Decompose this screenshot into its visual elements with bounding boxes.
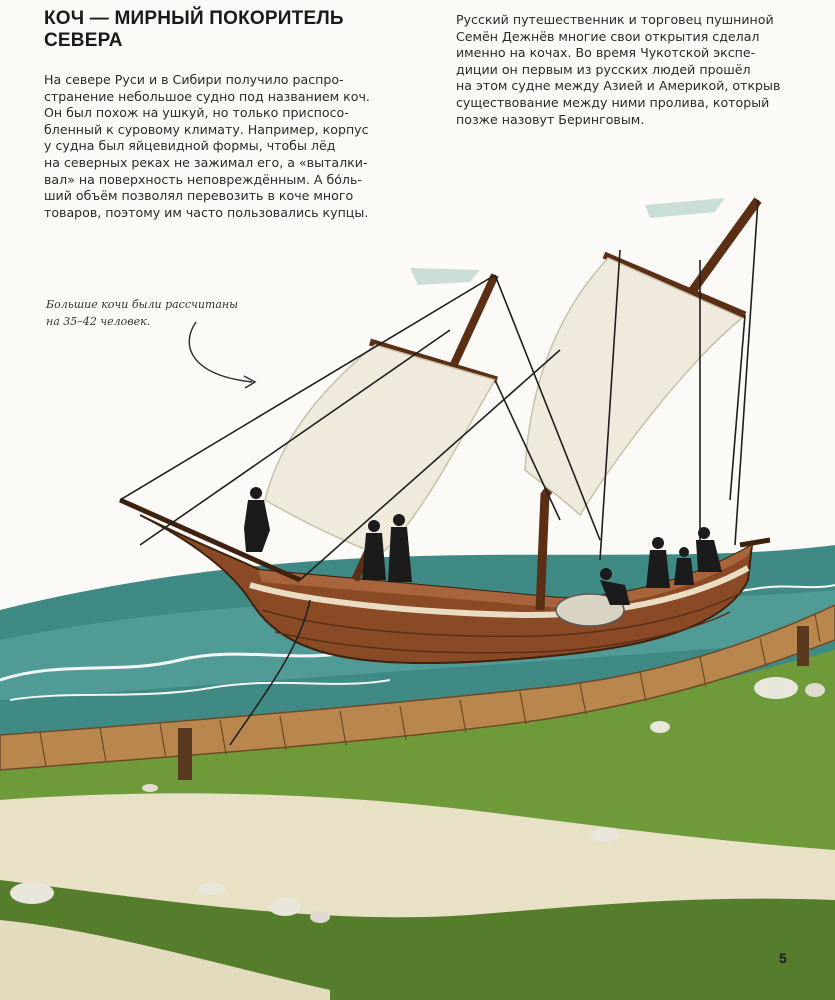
note-line: Большие кочи были рассчитаны bbox=[46, 298, 239, 311]
stone bbox=[591, 828, 619, 842]
dezhnev-line: именно на кочах. Во время Чукотской экспе- bbox=[456, 45, 756, 61]
intro-line: бленный к суровому климату. Например, корпус bbox=[44, 121, 369, 137]
page-title: КОЧ — МИРНЫЙ ПОКОРИТЕЛЬ СЕВЕРА bbox=[44, 8, 344, 51]
pennant bbox=[410, 268, 480, 285]
pier-post bbox=[797, 626, 809, 666]
pier-post bbox=[178, 728, 192, 780]
dezhnev-line: позже назовут Беринговым. bbox=[456, 111, 645, 127]
stone bbox=[805, 683, 825, 697]
dezhnev-line: диции он первым из русских людей прошёл bbox=[456, 61, 751, 77]
intro-line: товаров, поэтому им часто пользовались купцы. bbox=[44, 204, 369, 220]
pennant bbox=[645, 198, 725, 218]
intro-line: вал» на поверхность неповреждённым. А бо́ль- bbox=[44, 171, 362, 187]
stone bbox=[650, 721, 670, 733]
stone bbox=[310, 911, 330, 923]
intro-line: у судна был яйцевидной формы, чтобы лёд bbox=[44, 138, 336, 154]
stone bbox=[10, 882, 54, 904]
stern-post bbox=[740, 540, 770, 545]
note-line: на 35–42 человек. bbox=[46, 315, 151, 328]
stone bbox=[198, 883, 226, 895]
intro-line: На севере Руси и в Сибири получило распро- bbox=[44, 72, 344, 87]
dezhnev-line: Русский путешественник и торговец пушниной bbox=[456, 12, 774, 27]
stone bbox=[269, 898, 301, 916]
capacity-note bbox=[46, 296, 266, 330]
intro-line: Он был похож на ушкуй, но только приспосо- bbox=[44, 105, 349, 121]
fore-sail bbox=[265, 345, 495, 555]
intro-line: ший объём позволял перевозить в коче много bbox=[44, 188, 354, 204]
stone bbox=[142, 784, 158, 792]
note-arrow-icon bbox=[189, 322, 252, 382]
page-number: 5 bbox=[779, 950, 787, 966]
intro-line: на северных реках не зажимал его, а «выталки- bbox=[44, 154, 368, 170]
stone bbox=[754, 677, 798, 699]
dezhnev-line: существование между ними пролива, который bbox=[456, 94, 770, 110]
dezhnev-line: на этом судне между Азией и Америкой, открыв bbox=[456, 78, 781, 94]
dezhnev-line: Семён Дежнёв многие свои открытия сделал bbox=[456, 28, 760, 44]
intro-line: странение небольшое судно под названием коч. bbox=[44, 88, 370, 104]
